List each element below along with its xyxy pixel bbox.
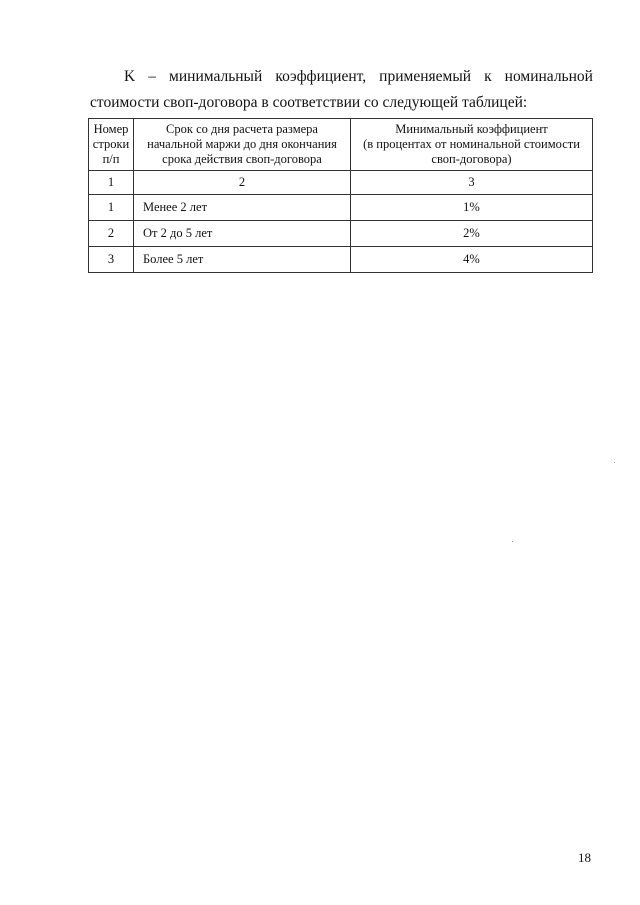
- intro-word: –: [148, 68, 156, 85]
- header-line: Минимальный коэффициент: [395, 122, 548, 136]
- header-line: строки: [92, 137, 130, 151]
- header-line: срока действия своп-договора: [162, 152, 322, 166]
- header-row-number: [89, 119, 134, 171]
- intro-word: к: [484, 68, 492, 85]
- row-number: 3: [89, 247, 134, 273]
- row-coefficient: 4%: [351, 247, 593, 273]
- header-coefficient: [351, 119, 593, 171]
- row-number: 1: [89, 195, 134, 221]
- header-line: своп-договора): [431, 152, 512, 166]
- column-number: 1: [89, 171, 134, 195]
- header-line: п/п: [102, 152, 120, 166]
- scan-speck: [512, 541, 513, 542]
- intro-word: номинальной: [504, 68, 593, 85]
- row-term: Более 5 лет: [134, 247, 351, 273]
- scan-speck: [614, 462, 615, 463]
- column-numbering-row: [89, 171, 593, 195]
- intro-word: применяемый: [379, 68, 472, 85]
- header-line: Номер: [93, 122, 129, 136]
- intro-line-1: [90, 64, 593, 90]
- coefficient-table: [88, 118, 593, 273]
- table-row: [89, 221, 593, 247]
- row-term: От 2 до 5 лет: [134, 221, 351, 247]
- table-row: [89, 195, 593, 221]
- column-number: 3: [351, 171, 593, 195]
- header-line: начальной маржи до дня окончания: [147, 137, 337, 151]
- intro-word: K: [124, 68, 136, 85]
- intro-paragraph: [90, 64, 593, 116]
- row-coefficient: 2%: [351, 221, 593, 247]
- row-term: Менее 2 лет: [134, 195, 351, 221]
- row-coefficient: 1%: [351, 195, 593, 221]
- intro-word: минимальный: [169, 68, 263, 85]
- table-row: [89, 247, 593, 273]
- intro-word: коэффициент,: [275, 68, 367, 85]
- table-header-row: [89, 119, 593, 171]
- column-number: 2: [134, 171, 351, 195]
- page-number: 18: [578, 850, 591, 865]
- header-term: [134, 119, 351, 171]
- row-number: 2: [89, 221, 134, 247]
- intro-line-2: стоимости своп-договора в соответствии со следующей таблицей:: [90, 94, 528, 111]
- header-line: Срок со дня расчета размера: [166, 122, 318, 136]
- header-line: (в процентах от номинальной стоимости: [363, 137, 580, 151]
